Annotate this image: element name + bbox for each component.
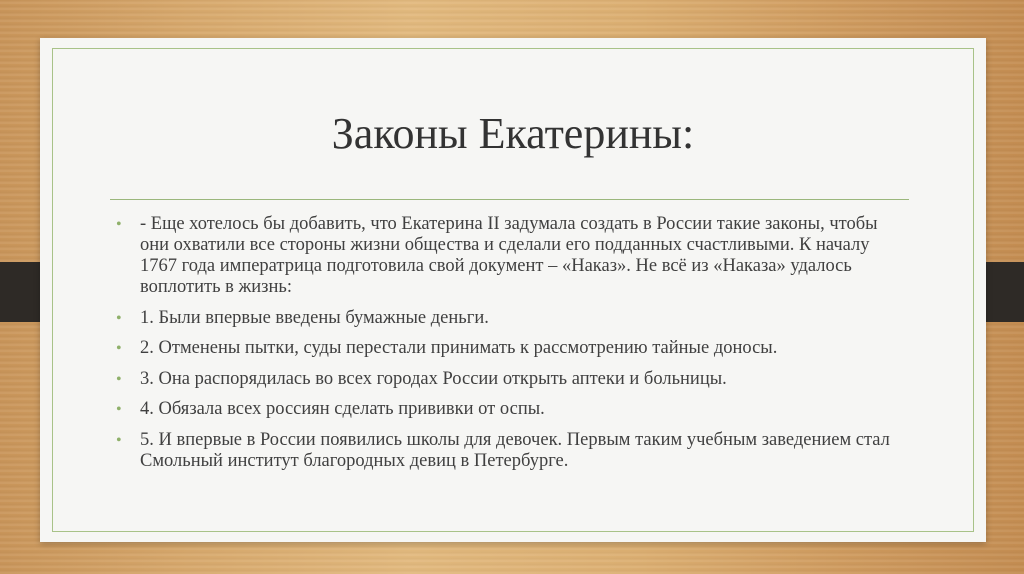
bullet-icon: • xyxy=(116,216,122,233)
list-item xyxy=(116,214,896,298)
list-item-text: 5. И впервые в России появились школы для девочек. Первым таким учебным заведением стал Смольный институт благородных девиц в Петербурге. xyxy=(140,429,890,471)
bullet-icon: • xyxy=(116,340,122,357)
list-item xyxy=(116,308,896,329)
bullet-icon: • xyxy=(116,401,122,418)
slide xyxy=(40,38,986,542)
list-item-text: - Еще хотелось бы добавить, что Екатерина II задумала создать в России такие законы, чтобы они охватили все стороны жизни общества и сделали его подданных счастливыми. К началу 1767 года императрица подготовила свой документ – «Наказ». Не всё из «Наказа» удалось воплотить в жизнь: xyxy=(140,214,878,297)
bullet-icon: • xyxy=(116,370,122,388)
list-item-text: 1. Были впервые введены бумажные деньги. xyxy=(140,307,489,328)
bullet-icon: • xyxy=(116,431,122,449)
list-item-text: 2. Отменены пытки, суды перестали принимать к рассмотрению тайные доносы. xyxy=(140,338,778,358)
bullet-icon: • xyxy=(116,309,122,327)
list-item-text: 4. Обязала всех россиян сделать прививки от оспы. xyxy=(140,399,545,419)
list-item xyxy=(116,399,896,420)
title-divider xyxy=(110,199,909,200)
bullet-list xyxy=(116,214,896,481)
list-item xyxy=(116,369,896,390)
list-item-text: 3. Она распорядилась во всех городах России открыть аптеки и больницы. xyxy=(140,368,727,389)
slide-title: Законы Екатерины: xyxy=(331,109,695,158)
list-item xyxy=(116,338,896,359)
list-item xyxy=(116,430,896,472)
